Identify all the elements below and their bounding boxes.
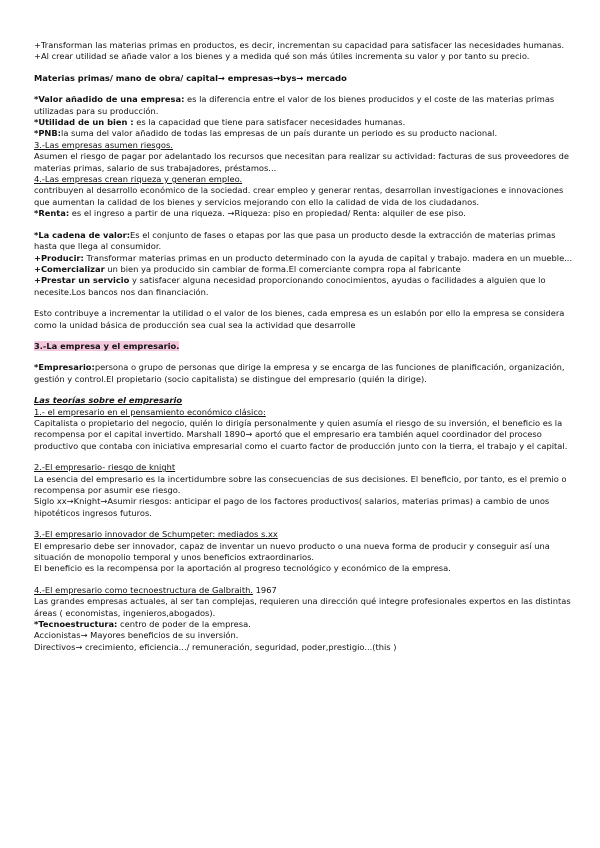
comercializar-text: un bien ya producido sin cambiar de forma.El comerciante compra ropa al fabricante xyxy=(104,263,461,274)
cadena-valor-def xyxy=(34,230,574,253)
tecnoestructura-def xyxy=(34,619,574,630)
renta-def xyxy=(34,208,574,219)
comercializar-def xyxy=(34,264,574,275)
intro-line-1: +Transforman las materias primas en productos, es decir, incrementan su capacidad para satisfacer las necesidades humanas. xyxy=(34,40,565,50)
teoria-4-heading-line xyxy=(34,585,574,596)
servicio-def xyxy=(34,275,574,298)
section-3-heading-line xyxy=(34,341,574,352)
servicio-text: y satisfacer alguna necesidad proporcionando conocimientos, ayudas o facilidades a alguien que lo necesite.Los bancos nos dan financiación. xyxy=(34,275,546,297)
section-3-heading: 3.-La empresa y el empresario. xyxy=(34,340,180,351)
teoria-3-heading: 3.-El empresario innovador de Schumpeter: mediados s.xx xyxy=(34,529,278,540)
teoria-1-text: Capitalista o propietario del negocio, quién lo dirigía personalmente y quien asumía el riesgo de su inversión, el beneficio es la recompensa por el capital invertido. Marshall 1890→ aportó que el empresario era también aquel coordinador del proceso productivo que contaba con iniciativa empresarial como el cuarto factor de producción junto con la tierra, el trabajo y el capital. xyxy=(34,417,568,451)
utilidad-term: *Utilidad de un bien : xyxy=(34,117,134,128)
cadena-valor-term: *La cadena de valor: xyxy=(34,229,131,240)
renta-text: es el ingreso a partir de una riqueza. →Riqueza: piso en propiedad/ Renta: alquiler de ese piso. xyxy=(69,208,466,219)
teoria-4-heading: 4.-El empresario como tecnoestructura de Galbraith. xyxy=(34,584,254,595)
teoria-2-heading: 2.-El empresario- riesgo de knight xyxy=(34,462,176,473)
valor-anadido-text: es la diferencia entre el valor de los bienes producidos y el coste de las materias primas utilizadas para su producción. xyxy=(34,94,555,116)
empresario-term: *Empresario: xyxy=(34,362,95,373)
conclusion-paragraph: Esto contribuye a incrementar la utilidad o el valor de los bienes, cada empresa es un eslabón por ello la empresa se considera como la unidad básica de producción sea cual sea la actividad que desarrolle xyxy=(34,308,565,330)
teoria-2-text: La esencia del empresario es la incertidumbre sobre las consecuencias de sus decisiones. El beneficio, por tanto, es el premio o recompensa por asumir ese riesgo. xyxy=(34,473,567,495)
empresario-text: persona o grupo de personas que dirige la empresa y se encarga de las funciones de planificación, organización, gestión y control.El propietario (socio capitalista) se distingue del empresario (quién la dirige). xyxy=(34,362,565,384)
tecnoestructura-term: *Tecnoestructura: xyxy=(34,619,118,630)
teoria-4-year: 1967 xyxy=(253,584,277,595)
teoria-4-text: Las grandes empresas actuales, al ser tan complejas, requieren una dirección qué integre profesionales expertos en las distintas áreas ( economistas, ingenieros,abogados). xyxy=(34,596,571,618)
intro-line-2: +Al crear utilidad se añade valor a los bienes y a medida qué son más útiles incrementa su valor y por tanto su precio. xyxy=(34,51,530,62)
teoria-3-text-2: El beneficio es la recompensa por la aportación al progreso tecnológico y económico de la empresa. xyxy=(34,563,451,574)
document-page xyxy=(34,40,574,653)
riesgos-heading: 3.-Las empresas asumen riesgos. xyxy=(34,139,173,150)
pnb-text: la suma del valor añadido de todas las empresas de un país durante un periodo es su producto nacional. xyxy=(61,128,498,139)
teoria-3-text: El empresario debe ser innovador, capaz de inventar un nuevo producto o una nueva forma de producir y conseguir así una situación de monopolio temporal y unos beneficios extraordinarios. xyxy=(34,540,550,563)
riesgos-text: Asumen el riesgo de pagar por adelantado los recursos que necesitan para realizar su actividad: facturas de sus proveedores de materias primas, salario de sus trabajadores, préstamos... xyxy=(34,151,569,173)
teorias-heading: Las teorías sobre el empresario xyxy=(34,395,183,406)
renta-term: *Renta: xyxy=(34,208,70,219)
servicio-term: +Prestar un servicio xyxy=(34,275,130,286)
cadena-valor-text: Es el conjunto de fases o etapas por las que pasa un producto desde la extracción de materias primas hasta que llega al consumidor. xyxy=(34,229,556,252)
valor-anadido-term: *Valor añadido de una empresa: xyxy=(34,94,185,105)
producir-def xyxy=(34,253,574,264)
teoria-1-heading: 1.- el empresario en el pensamiento económico clásico: xyxy=(34,406,266,417)
pnb-term: *PNB: xyxy=(34,128,62,139)
accionistas-line: Accionistas→ Mayores beneficios de su inversión. xyxy=(34,630,239,641)
valor-anadido-def xyxy=(34,94,574,117)
comercializar-term: +Comercializar xyxy=(34,263,105,274)
utilidad-text: es la capacidad que tiene para satisfacer necesidades humanas. xyxy=(133,117,406,128)
riqueza-heading: 4.-Las empresas crean riqueza y generan empleo. xyxy=(34,174,243,185)
teoria-2-text-2: Siglo xx→Knight→Asumir riesgos: anticipar el pago de los factores productivos( salarios, materias primas) a cambio de unos hipotéticos ingresos futuros. xyxy=(34,496,550,518)
producir-text: Transformar materias primas en un producto determinado con la ayuda de capital y trabajo. madera en un mueble... xyxy=(83,252,573,263)
directivos-line: Directivos→ crecimiento, eficiencia.../ remuneración, seguridad, poder,prestigio...(this ) xyxy=(34,641,397,652)
utilidad-def xyxy=(34,117,574,128)
riqueza-text: contribuyen al desarrollo económico de la sociedad. crear empleo y generar rentas, desarrollan investigaciones e innovaciones que aumentan la calidad de los bienes y servicios mejorando con ello la calidad de vida de los ciudadanos. xyxy=(34,185,564,207)
value-chain-formula: Materias primas/ mano de obra/ capital→ empresas→bys→ mercado xyxy=(34,72,347,83)
empresario-def xyxy=(34,362,574,385)
pnb-def xyxy=(34,128,574,139)
tecnoestructura-text: centro de poder de la empresa. xyxy=(117,619,251,630)
producir-term: +Producir: xyxy=(34,252,84,263)
